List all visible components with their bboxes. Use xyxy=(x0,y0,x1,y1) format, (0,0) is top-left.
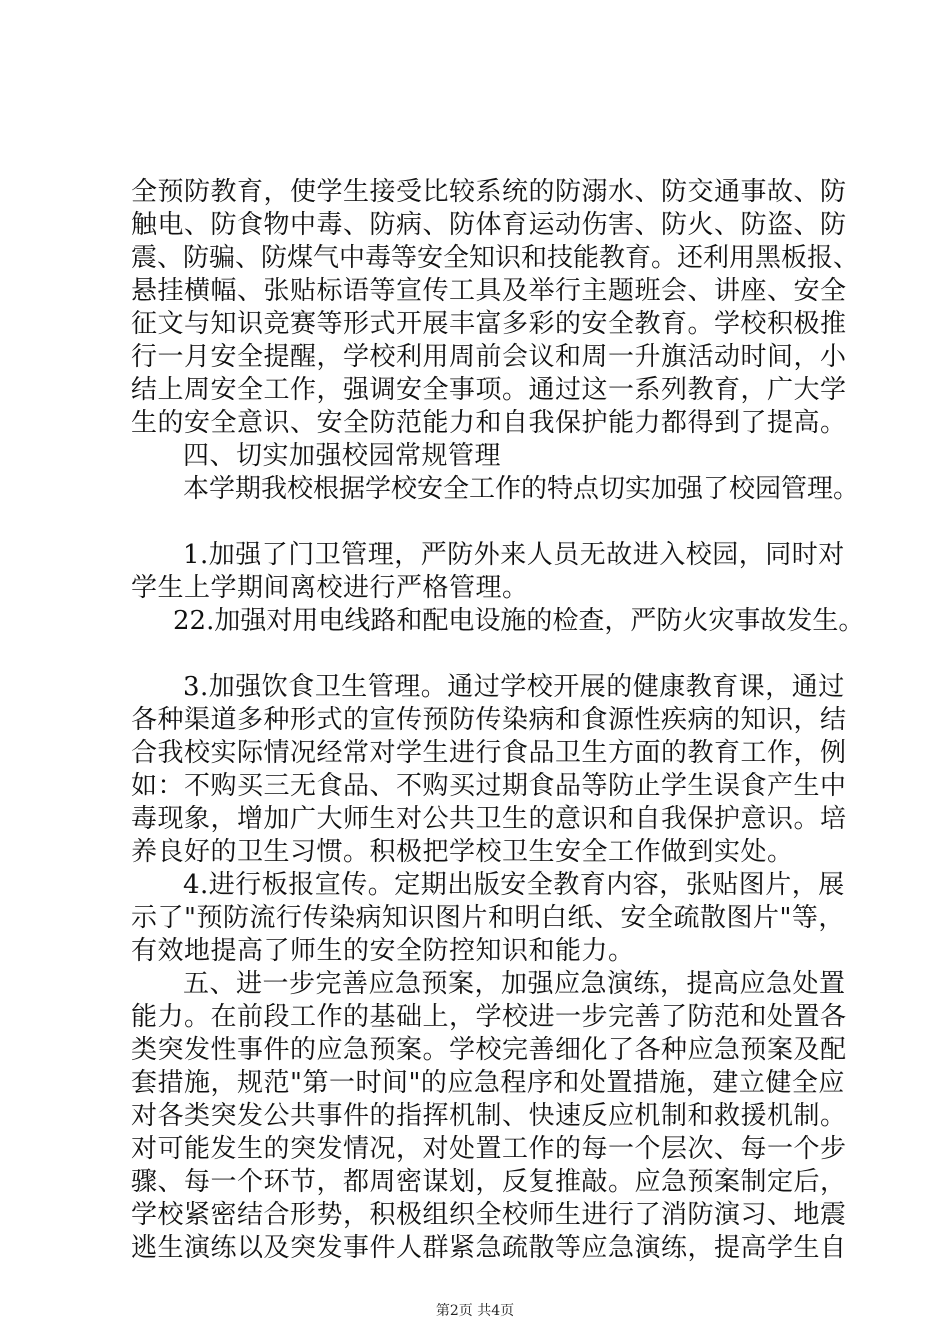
paragraph-line: 能力。在前段工作的基础上，学校进一步完善了防范和处置各 xyxy=(131,1002,847,1032)
paragraph-line: 悬挂横幅、张贴标语等宣传工具及举行主题班会、讲座、安全 xyxy=(131,276,847,306)
section-heading: 四、切实加强校园常规管理 xyxy=(183,441,502,471)
paragraph-line: 行一月安全提醒，学校利用周前会议和周一升旗活动时间，小 xyxy=(131,342,847,372)
paragraph-line: 对各类突发公共事件的指挥机制、快速反应机制和救援机制。 xyxy=(131,1101,847,1131)
paragraph-line: 学校紧密结合形势，积极组织全校师生进行了消防演习、地震 xyxy=(131,1200,847,1230)
paragraph-line: 结上周安全工作，强调安全事项。通过这一系列教育，广大学 xyxy=(131,375,847,405)
paragraph-line: 如：不购买三无食品、不购买过期食品等防止学生误食产生中 xyxy=(131,771,847,801)
paragraph-line: 触电、防食物中毒、防病、防体育运动伤害、防火、防盗、防 xyxy=(131,210,847,240)
paragraph-line: 养良好的卫生习惯。积极把学校卫生安全工作做到实处。 xyxy=(131,837,794,867)
paragraph-line: 类突发性事件的应急预案。学校完善细化了各种应急预案及配 xyxy=(131,1035,847,1065)
list-item: 1.加强了门卫管理，严防外来人员无故进入校园，同时对 xyxy=(183,540,845,570)
paragraph-line: 示了"预防流行传染病知识图片和明白纸、安全疏散图片"等， xyxy=(131,903,845,933)
page-number-footer: 第2页 共4页 xyxy=(435,1303,515,1319)
section-heading: 五、进一步完善应急预案，加强应急演练，提高应急处置 xyxy=(183,969,846,999)
paragraph-line: 征文与知识竞赛等形式开展丰富多彩的安全教育。学校积极推 xyxy=(131,309,847,339)
paragraph-line: 全预防教育，使学生接受比较系统的防溺水、防交通事故、防 xyxy=(131,177,847,207)
list-item: 3.加强饮食卫生管理。通过学校开展的健康教育课，通过 xyxy=(183,672,845,702)
paragraph-line: 合我校实际情况经常对学生进行食品卫生方面的教育工作，例 xyxy=(131,738,847,768)
paragraph-line: 震、防骗、防煤气中毒等安全知识和技能教育。还利用黑板报、 xyxy=(131,243,860,273)
paragraph-line: 逃生演练以及突发事件人群紧急疏散等应急演练，提高学生自 xyxy=(131,1233,847,1263)
paragraph-line: 学生上学期间离校进行严格管理。 xyxy=(131,573,529,603)
paragraph-line: 对可能发生的突发情况，对处置工作的每一个层次、每一个步 xyxy=(131,1134,847,1164)
paragraph-line: 各种渠道多种形式的宣传预防传染病和食源性疾病的知识，结 xyxy=(131,705,847,735)
paragraph-line: 生的安全意识、安全防范能力和自我保护能力都得到了提高。 xyxy=(131,408,847,438)
paragraph-line: 骤、每一个环节，都周密谋划，反复推敲。应急预案制定后， xyxy=(131,1167,847,1197)
paragraph-line: 毒现象，增加广大师生对公共卫生的意识和自我保护意识。培 xyxy=(131,804,847,834)
list-item: 22.加强对用电线路和配电设施的检查，严防火灾事故发生。 xyxy=(173,606,865,636)
list-item: 4.进行板报宣传。定期出版安全教育内容，张贴图片，展 xyxy=(183,870,845,900)
paragraph-line: 套措施，规范"第一时间"的应急程序和处置措施，建立健全应 xyxy=(131,1068,845,1098)
paragraph-line: 有效地提高了师生的安全防控知识和能力。 xyxy=(131,936,635,966)
paragraph-line: 本学期我校根据学校安全工作的特点切实加强了校园管理。 xyxy=(183,474,860,504)
